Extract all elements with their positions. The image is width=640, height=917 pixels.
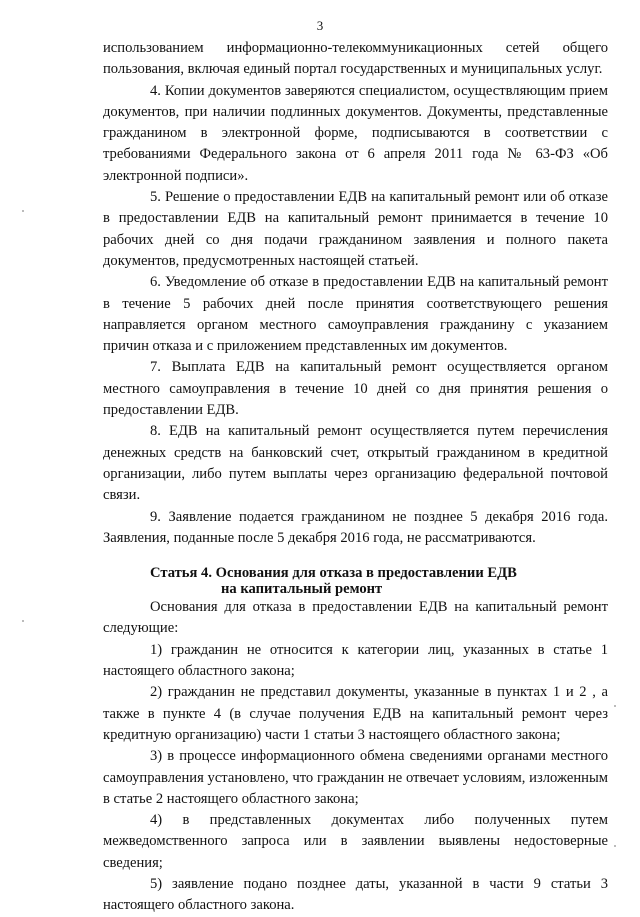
paragraph-5: 5. Решение о предоставлении ЕДВ на капитальный ремонт или об отказе в предоставлении ЕДВ на капитальный ремонт принимается в течение 10 рабочих дней со дня подачи гражданином заявления и полного пакета документов, предусмотренных настоящей статьей. (103, 189, 608, 269)
article-4-item-1: 1) гражданин не относится к категории лиц, указанных в статье 1 настоящего областного закона; (103, 641, 608, 680)
scan-speck (614, 705, 616, 707)
article-4-item-4: 4) в представленных документах либо полученных путем межведомственного запроса или в заявлении выявлены недостоверные сведения; (103, 812, 608, 871)
scan-speck (22, 620, 24, 622)
paragraph-4: 4. Копии документов заверяются специалистом, осуществляющим прием документов, при наличии подлинных документов. Документы, представленные гражданином в электронной форме, подписываются в соответствии с требованиями Федерального закона от 6 апреля 2011 года № 63-ФЗ «Об электронной подписи». (103, 82, 608, 184)
article-4-item-3: 3) в процессе информационного обмена сведениями органами местного самоуправления установлено, что гражданин не отвечает условиям, изложенным в статье 2 настоящего областного закона; (103, 748, 608, 807)
paragraph-8: 8. ЕДВ на капитальный ремонт осуществляется путем перечисления денежных средств на банковский счет, открытый гражданином в кредитной организации, либо путем выплаты через организацию федеральной почтовой связи. (103, 423, 608, 504)
paragraph-9: 9. Заявление подается гражданином не позднее 5 декабря 2016 года. Заявления, поданные после 5 декабря 2016 года, не рассматриваются. (103, 508, 608, 546)
page-number: 3 (316, 18, 324, 33)
paragraph-7: 7. Выплата ЕДВ на капитальный ремонт осуществляется органом местного самоуправления в течение 10 дней со дня принятия решения о предоставлении ЕДВ. (103, 359, 608, 419)
scan-speck (22, 210, 24, 212)
article-4-heading (103, 565, 608, 597)
article-4-item-5: 5) заявление подано позднее даты, указанной в части 9 статьи 3 настоящего областного закона. (103, 875, 608, 914)
paragraph-continuation: использованием информационно-телекоммуникационных сетей общего пользования, включая единый портал государственных и муниципальных услуг. (103, 40, 608, 78)
paragraph-6: 6. Уведомление об отказе в предоставлении ЕДВ на капитальный ремонт в течение 5 рабочих дней после принятия соответствующего решения направляется органом местного самоуправления гражданину с указанием причин отказа и с приложением представленных им документов. (103, 274, 608, 355)
article-4-heading-line2: на капитальный ремонт (221, 581, 383, 598)
article-4-intro: Основания для отказа в предоставлении ЕДВ на капитальный ремонт следующие: (103, 599, 608, 637)
article-4-heading-line1: Статья 4. Основания для отказа в предоставлении ЕДВ (150, 565, 517, 582)
article-4-item-2: 2) гражданин не представил документы, указанные в пунктах 1 и 2 , а также в пункте 4 (в случае получения ЕДВ на капитальный ремонт через кредитную организацию) части 1 статьи 3 настоящего областного закона; (103, 684, 608, 743)
document-body (103, 38, 608, 917)
scan-speck (614, 845, 616, 847)
